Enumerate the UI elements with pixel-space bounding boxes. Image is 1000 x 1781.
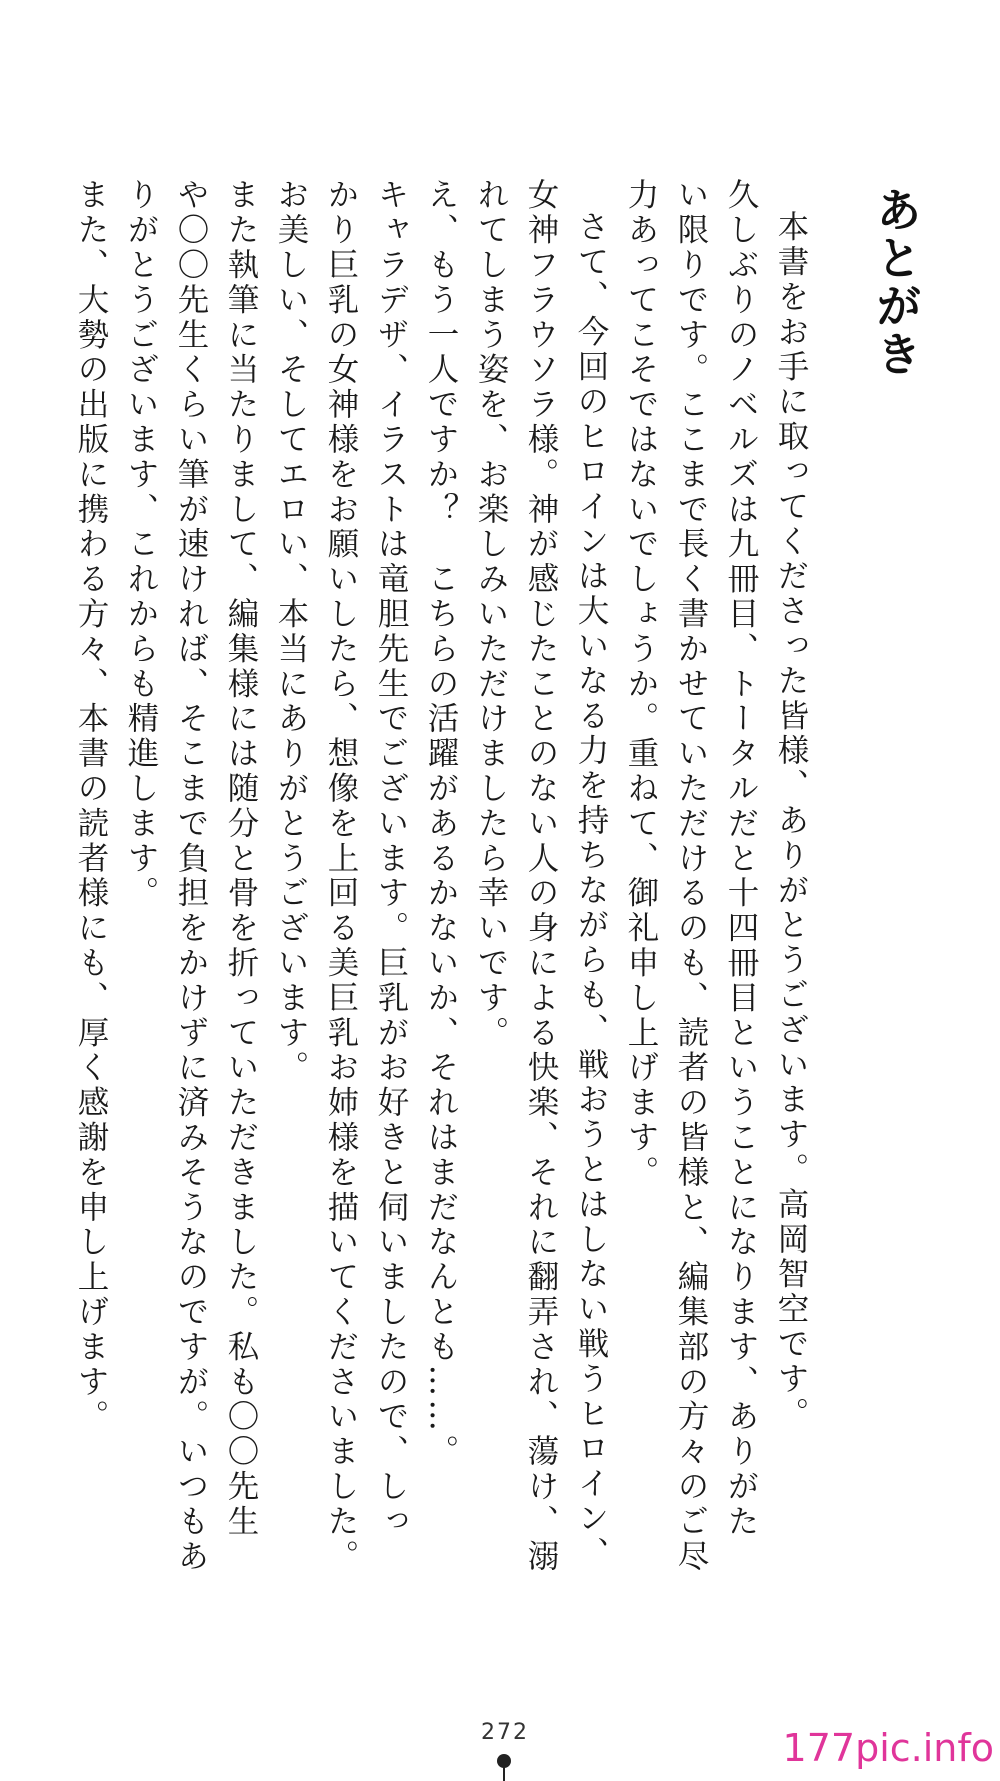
page-number: 272 <box>481 1720 529 1745</box>
text-line: 力あってこそではないでしょうか。重ねて、御礼申し上げます。 <box>623 178 659 1191</box>
text-line: お美しい、そしてエロい、本当にありがとうございます。 <box>273 178 309 1086</box>
text-line: りがとうございます、これからも精進します。 <box>123 178 159 911</box>
text-line: 女神フラウソラ様。神が感じたことのない人の身による快楽、それに翻弄され、蕩け、溺 <box>523 178 559 1574</box>
text-line: キャラデザ、イラストは竜胆先生でございます。巨乳がお好きと伺いましたので、しっ <box>373 178 409 1540</box>
afterword-heading: あとがき <box>869 186 923 378</box>
text-line: い限りです。ここまで長く書かせていただけるのも、読者の皆様と、編集部の方々のご尽 <box>673 178 709 1574</box>
text-line: また執筆に当たりまして、編集様には随分と骨を折っていただきました。私も〇〇先生 <box>223 178 259 1540</box>
watermark-text: 177pic.info <box>782 1726 994 1770</box>
text-line: や〇〇先生くらい筆が速ければ、そこまで負担をかけずに済みそうなのですが。いつもあ <box>173 178 209 1574</box>
text-line: また、大勢の出版に携わる方々、本書の読者様にも、厚く感謝を申し上げます。 <box>73 178 109 1435</box>
text-line: さて、今回のヒロインは大いなる力を持ちながらも、戦おうとはしない戦うヒロイン、 <box>573 209 609 1571</box>
text-line: 久しぶりのノベルズは九冊目、トータルだと十四冊目ということになります、ありがた <box>723 178 759 1540</box>
afterword-body <box>66 178 816 1574</box>
page-ornament-line <box>503 1766 505 1781</box>
text-line: 本書をお手に取ってくださった皆様、ありがとうございます。高岡智空です。 <box>773 209 809 1431</box>
text-line: え、もう一人ですか？ こちらの活躍があるかないか、それはまだなんとも……。 <box>423 178 459 1470</box>
text-line: れてしまう姿を、お楽しみいただけましたら幸いです。 <box>473 178 509 1051</box>
text-line: かり巨乳の女神様をお願いしたら、想像を上回る美巨乳お姉様を描いてくださいました。 <box>323 178 359 1574</box>
